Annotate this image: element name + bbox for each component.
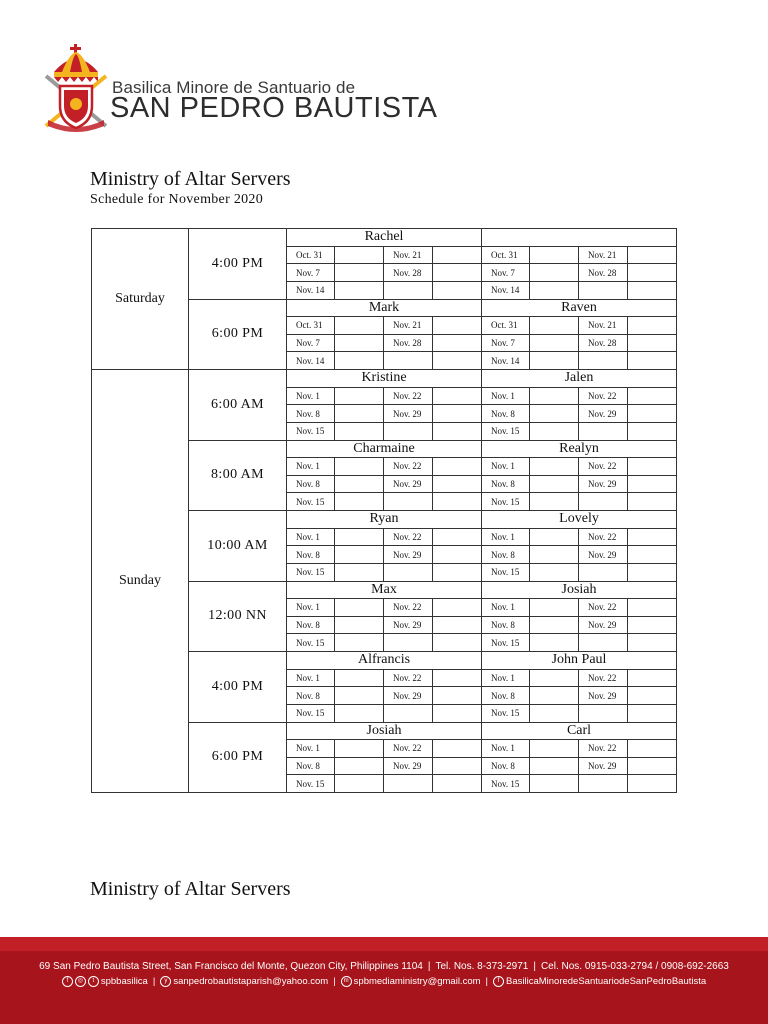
signature-cell xyxy=(335,528,384,546)
signature-cell xyxy=(335,493,384,511)
signature-cell xyxy=(530,757,579,775)
yahoo-icon: y xyxy=(160,976,171,987)
document-title: Ministry of Altar Servers xyxy=(90,168,291,190)
date-cell: Nov. 1 xyxy=(287,528,335,546)
date-cell: Nov. 15 xyxy=(287,563,335,581)
signature-cell xyxy=(433,546,482,564)
signature-cell xyxy=(335,634,384,652)
signature-cell xyxy=(335,687,384,705)
signature-cell xyxy=(530,687,579,705)
date-cell: Nov. 28 xyxy=(579,264,628,282)
signature-cell xyxy=(628,704,677,722)
empty-date-cell xyxy=(579,352,628,370)
signature-cell xyxy=(433,563,482,581)
signature-cell xyxy=(433,317,482,335)
date-cell: Nov. 1 xyxy=(482,599,530,617)
next-page-title: Ministry of Altar Servers xyxy=(90,878,291,900)
server-name: Jalen xyxy=(482,370,677,388)
empty-date-cell xyxy=(579,281,628,299)
server-name xyxy=(482,229,677,247)
time-cell: 10:00 AM xyxy=(189,511,287,582)
footer-cel: Cel. Nos. 0915-033-2794 / 0908-692-2663 xyxy=(540,961,729,972)
server-name: Rachel xyxy=(287,229,482,247)
signature-cell xyxy=(335,264,384,282)
date-cell: Oct. 31 xyxy=(287,317,335,335)
date-cell: Nov. 8 xyxy=(482,405,530,423)
date-cell: Nov. 7 xyxy=(287,264,335,282)
date-cell: Nov. 1 xyxy=(287,387,335,405)
date-cell: Nov. 8 xyxy=(287,616,335,634)
signature-cell xyxy=(530,599,579,617)
signature-cell xyxy=(433,528,482,546)
date-cell: Nov. 29 xyxy=(579,687,628,705)
date-cell: Nov. 21 xyxy=(384,317,433,335)
date-cell: Nov. 22 xyxy=(579,599,628,617)
signature-cell xyxy=(530,422,579,440)
signature-cell xyxy=(530,669,579,687)
date-cell: Nov. 15 xyxy=(287,634,335,652)
empty-date-cell xyxy=(579,634,628,652)
footer-tel: Tel. Nos. 8-373-2971 xyxy=(435,961,529,972)
footer xyxy=(0,937,768,1024)
signature-cell xyxy=(433,634,482,652)
footer-address: 69 San Pedro Bautista Street, San Francisco del Monte, Quezon City, Philippines 1104 xyxy=(39,961,423,972)
server-name: Alfrancis xyxy=(287,652,482,670)
footer-facebook-page: BasilicaMinoredeSantuariodeSanPedroBautista xyxy=(506,976,707,988)
signature-cell xyxy=(530,264,579,282)
signature-cell xyxy=(433,334,482,352)
signature-cell xyxy=(628,616,677,634)
empty-date-cell xyxy=(579,775,628,793)
footer-social-handle: spbbasilica xyxy=(100,976,148,988)
signature-cell xyxy=(530,563,579,581)
date-cell: Nov. 8 xyxy=(287,546,335,564)
date-cell: Nov. 1 xyxy=(287,669,335,687)
slot-name-row xyxy=(92,229,677,247)
signature-cell xyxy=(530,334,579,352)
date-cell: Nov. 1 xyxy=(482,740,530,758)
server-name: Carl xyxy=(482,722,677,740)
empty-date-cell xyxy=(384,563,433,581)
empty-date-cell xyxy=(384,634,433,652)
signature-cell xyxy=(433,669,482,687)
signature-cell xyxy=(335,616,384,634)
signature-cell xyxy=(628,740,677,758)
date-cell: Nov. 29 xyxy=(384,405,433,423)
date-cell: Nov. 15 xyxy=(287,493,335,511)
server-name: Josiah xyxy=(287,722,482,740)
signature-cell xyxy=(335,669,384,687)
date-cell: Nov. 8 xyxy=(482,546,530,564)
signature-cell xyxy=(530,546,579,564)
signature-cell xyxy=(433,687,482,705)
date-cell: Nov. 7 xyxy=(482,334,530,352)
slot-name-row xyxy=(92,370,677,388)
date-cell: Nov. 21 xyxy=(384,246,433,264)
empty-date-cell xyxy=(579,704,628,722)
server-name: Realyn xyxy=(482,440,677,458)
signature-cell xyxy=(530,387,579,405)
document-subtitle: Schedule for November 2020 xyxy=(90,192,264,207)
footer-top-band xyxy=(0,937,768,951)
empty-date-cell xyxy=(579,563,628,581)
facebook-page-icon: f xyxy=(493,976,504,987)
signature-cell xyxy=(335,422,384,440)
empty-date-cell xyxy=(384,775,433,793)
date-cell: Nov. 15 xyxy=(482,634,530,652)
mail-icon: m xyxy=(341,976,352,987)
signature-cell xyxy=(335,317,384,335)
date-cell: Nov. 29 xyxy=(384,757,433,775)
date-cell: Nov. 22 xyxy=(579,528,628,546)
empty-date-cell xyxy=(384,422,433,440)
altar-servers-schedule-table xyxy=(91,228,677,793)
footer-contact-line: 69 San Pedro Bautista Street, San Francisco del Monte, Quezon City, Philippines 1104 | Tel. Nos. 8-373-2971 | Cel. Nos. 0915-033-2794 / 0908-692-2663 xyxy=(39,961,729,972)
date-cell: Oct. 31 xyxy=(482,317,530,335)
signature-cell xyxy=(433,264,482,282)
date-cell: Nov. 28 xyxy=(579,334,628,352)
date-cell: Nov. 8 xyxy=(482,616,530,634)
date-cell: Nov. 1 xyxy=(287,458,335,476)
date-cell: Nov. 8 xyxy=(287,757,335,775)
basilica-name-line1: Basilica Minore de Santuario de xyxy=(112,78,356,97)
signature-cell xyxy=(530,246,579,264)
date-cell: Nov. 15 xyxy=(482,422,530,440)
date-cell: Nov. 29 xyxy=(579,616,628,634)
server-name: Max xyxy=(287,581,482,599)
server-name: Lovely xyxy=(482,511,677,529)
date-cell: Nov. 15 xyxy=(287,775,335,793)
signature-cell xyxy=(628,475,677,493)
signature-cell xyxy=(530,317,579,335)
signature-cell xyxy=(628,687,677,705)
signature-cell xyxy=(530,405,579,423)
date-cell: Nov. 22 xyxy=(579,669,628,687)
server-name: Josiah xyxy=(482,581,677,599)
signature-cell xyxy=(433,757,482,775)
signature-cell xyxy=(335,334,384,352)
signature-cell xyxy=(335,757,384,775)
signature-cell xyxy=(628,458,677,476)
date-cell: Nov. 22 xyxy=(579,458,628,476)
footer-email-1[interactable]: sanpedrobautistaparish@yahoo.com xyxy=(173,976,329,988)
server-name: Mark xyxy=(287,299,482,317)
signature-cell xyxy=(530,352,579,370)
day-cell: Saturday xyxy=(92,229,189,370)
date-cell: Nov. 7 xyxy=(482,264,530,282)
empty-date-cell xyxy=(384,704,433,722)
signature-cell xyxy=(530,775,579,793)
date-cell: Nov. 21 xyxy=(579,317,628,335)
date-cell: Nov. 14 xyxy=(482,281,530,299)
date-cell: Nov. 1 xyxy=(287,599,335,617)
date-cell: Nov. 1 xyxy=(287,740,335,758)
empty-date-cell xyxy=(579,422,628,440)
date-cell: Nov. 1 xyxy=(482,387,530,405)
signature-cell xyxy=(628,264,677,282)
signature-cell xyxy=(530,634,579,652)
signature-cell xyxy=(628,405,677,423)
signature-cell xyxy=(433,387,482,405)
server-name: Ryan xyxy=(287,511,482,529)
empty-date-cell xyxy=(384,493,433,511)
signature-cell xyxy=(628,546,677,564)
server-name: Charmaine xyxy=(287,440,482,458)
empty-date-cell xyxy=(579,493,628,511)
signature-cell xyxy=(628,775,677,793)
date-cell: Nov. 22 xyxy=(384,740,433,758)
date-cell: Nov. 8 xyxy=(287,405,335,423)
date-cell: Nov. 7 xyxy=(287,334,335,352)
date-cell: Nov. 22 xyxy=(384,458,433,476)
signature-cell xyxy=(335,546,384,564)
footer-social-line: f ◎ t spbbasilica | y sanpedrobautistaparish@yahoo.com | m spbmediaministry@gmail.com | f BasilicaMinoredeSantuariodeSanPedroBautista xyxy=(0,976,768,987)
signature-cell xyxy=(335,775,384,793)
day-cell: Sunday xyxy=(92,370,189,793)
signature-cell xyxy=(433,775,482,793)
basilica-name-line2: SAN PEDRO BAUTISTA xyxy=(110,92,438,124)
date-cell: Nov. 28 xyxy=(384,334,433,352)
server-name: Kristine xyxy=(287,370,482,388)
date-cell: Nov. 8 xyxy=(287,687,335,705)
date-cell: Nov. 15 xyxy=(287,422,335,440)
date-cell: Nov. 8 xyxy=(287,475,335,493)
signature-cell xyxy=(433,352,482,370)
time-cell: 6:00 PM xyxy=(189,722,287,793)
date-cell: Nov. 29 xyxy=(579,546,628,564)
date-cell: Nov. 21 xyxy=(579,246,628,264)
date-cell: Nov. 22 xyxy=(384,387,433,405)
signature-cell xyxy=(628,281,677,299)
signature-cell xyxy=(628,634,677,652)
signature-cell xyxy=(335,563,384,581)
signature-cell xyxy=(433,599,482,617)
signature-cell xyxy=(530,616,579,634)
signature-cell xyxy=(335,352,384,370)
date-cell: Nov. 14 xyxy=(287,281,335,299)
signature-cell xyxy=(530,704,579,722)
date-cell: Nov. 14 xyxy=(287,352,335,370)
time-cell: 6:00 AM xyxy=(189,370,287,441)
signature-cell xyxy=(628,669,677,687)
date-cell: Nov. 15 xyxy=(482,704,530,722)
signature-cell xyxy=(628,317,677,335)
twitter-icon: t xyxy=(88,976,99,987)
date-cell: Nov. 29 xyxy=(384,475,433,493)
signature-cell xyxy=(530,528,579,546)
signature-cell xyxy=(628,563,677,581)
signature-cell xyxy=(530,740,579,758)
date-cell: Nov. 29 xyxy=(579,757,628,775)
signature-cell xyxy=(335,281,384,299)
signature-cell xyxy=(433,405,482,423)
time-cell: 6:00 PM xyxy=(189,299,287,370)
date-cell: Nov. 1 xyxy=(482,669,530,687)
time-cell: 4:00 PM xyxy=(189,229,287,300)
date-cell: Nov. 22 xyxy=(579,740,628,758)
date-cell: Nov. 8 xyxy=(482,475,530,493)
time-cell: 12:00 NN xyxy=(189,581,287,652)
date-cell: Nov. 29 xyxy=(579,405,628,423)
date-cell: Nov. 8 xyxy=(482,757,530,775)
date-cell: Oct. 31 xyxy=(287,246,335,264)
empty-date-cell xyxy=(384,352,433,370)
date-cell: Nov. 15 xyxy=(482,493,530,511)
date-cell: Nov. 15 xyxy=(482,563,530,581)
facebook-icon: f xyxy=(62,976,73,987)
instagram-icon: ◎ xyxy=(75,976,86,987)
signature-cell xyxy=(628,757,677,775)
signature-cell xyxy=(530,458,579,476)
signature-cell xyxy=(628,352,677,370)
date-cell: Nov. 14 xyxy=(482,352,530,370)
date-cell: Nov. 15 xyxy=(287,704,335,722)
date-cell: Nov. 29 xyxy=(384,687,433,705)
signature-cell xyxy=(335,704,384,722)
signature-cell xyxy=(628,422,677,440)
signature-cell xyxy=(628,599,677,617)
server-name: John Paul xyxy=(482,652,677,670)
empty-date-cell xyxy=(384,281,433,299)
date-cell: Nov. 29 xyxy=(579,475,628,493)
date-cell: Nov. 8 xyxy=(482,687,530,705)
date-cell: Nov. 22 xyxy=(384,669,433,687)
signature-cell xyxy=(433,616,482,634)
date-cell: Nov. 29 xyxy=(384,616,433,634)
date-cell: Nov. 1 xyxy=(482,458,530,476)
signature-cell xyxy=(628,334,677,352)
signature-cell xyxy=(335,387,384,405)
signature-cell xyxy=(335,246,384,264)
signature-cell xyxy=(433,740,482,758)
time-cell: 4:00 PM xyxy=(189,652,287,723)
signature-cell xyxy=(335,740,384,758)
basilica-crest-logo xyxy=(40,42,112,132)
signature-cell xyxy=(335,405,384,423)
signature-cell xyxy=(335,599,384,617)
signature-cell xyxy=(433,246,482,264)
signature-cell xyxy=(628,246,677,264)
date-cell: Nov. 1 xyxy=(482,528,530,546)
signature-cell xyxy=(530,493,579,511)
signature-cell xyxy=(433,475,482,493)
signature-cell xyxy=(433,704,482,722)
date-cell: Nov. 28 xyxy=(384,264,433,282)
date-cell: Nov. 22 xyxy=(384,599,433,617)
signature-cell xyxy=(530,281,579,299)
signature-cell xyxy=(433,493,482,511)
signature-cell xyxy=(530,475,579,493)
signature-cell xyxy=(335,458,384,476)
signature-cell xyxy=(433,281,482,299)
time-cell: 8:00 AM xyxy=(189,440,287,511)
signature-cell xyxy=(433,422,482,440)
signature-cell xyxy=(628,493,677,511)
server-name: Raven xyxy=(482,299,677,317)
signature-cell xyxy=(628,387,677,405)
signature-cell xyxy=(628,528,677,546)
date-cell: Nov. 15 xyxy=(482,775,530,793)
date-cell: Nov. 22 xyxy=(384,528,433,546)
date-cell: Oct. 31 xyxy=(482,246,530,264)
footer-email-2[interactable]: spbmediaministry@gmail.com xyxy=(353,976,481,988)
date-cell: Nov. 22 xyxy=(579,387,628,405)
signature-cell xyxy=(433,458,482,476)
date-cell: Nov. 29 xyxy=(384,546,433,564)
signature-cell xyxy=(335,475,384,493)
